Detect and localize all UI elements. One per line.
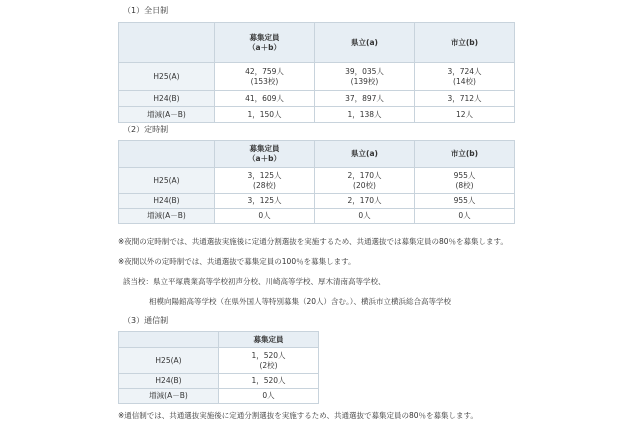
table-row: H25(A) 1，520人 (2校) (119, 348, 319, 374)
row-label: H25(A) (119, 63, 215, 91)
parttime-table (118, 140, 515, 224)
table-row: 増減(A－B) 1，150人 1，138人 12人 (119, 107, 515, 123)
note-correspondence: ※通信制では、共通選抜実施後に定通分割選抜を実施するため、共通選抜で募集定員の80％を募集します。 (118, 411, 478, 420)
row-label: H24(B) (119, 91, 215, 107)
table-row: H24(B) 3，125人 2，170人 955人 (119, 194, 515, 209)
row-label: H24(B) (119, 374, 219, 389)
header-blank (119, 23, 215, 63)
table-row: H24(B) 1，520人 (119, 374, 319, 389)
fulltime-table (118, 22, 515, 123)
table-row: 増減(A－B) 0人 (119, 389, 319, 404)
section-title-parttime: （2）定時制 (123, 125, 169, 134)
note-night-parttime: ※夜間の定時制では、共通選抜実施後に定通分割選抜を実施するため、共通選抜では募集定員の80％を募集します。 (118, 237, 508, 246)
note-applicable-schools-cont: 相模向陽館高等学校（在県外国人等特別募集（20人）含む。）、横浜市立横浜総合高等学校 (149, 297, 452, 306)
header-quota: 募集定員 （a＋b） (215, 141, 315, 168)
table-row: H25(A) 3，125人 (28校) 2，170人 (20校) 955人 (8校) (119, 168, 515, 194)
section-title-fulltime: （1）全日制 (123, 6, 169, 15)
row-label: 増減(A－B) (119, 209, 215, 224)
note-non-night-parttime: ※夜間以外の定時制では、共通選抜で募集定員の100％を募集します。 (118, 257, 356, 266)
header-quota: 募集定員 (219, 332, 319, 348)
row-label: 増減(A－B) (119, 107, 215, 123)
row-label: H25(A) (119, 168, 215, 194)
correspondence-table (118, 331, 319, 404)
table-row: H24(B) 41，609人 37，897人 3，712人 (119, 91, 515, 107)
header-prefectural: 県立(a) (315, 23, 415, 63)
row-label: 増減(A－B) (119, 389, 219, 404)
header-blank (119, 141, 215, 168)
row-label: H24(B) (119, 194, 215, 209)
table-row: 増減(A－B) 0人 0人 0人 (119, 209, 515, 224)
header-municipal: 市立(b) (415, 23, 515, 63)
row-label: H25(A) (119, 348, 219, 374)
header-blank (119, 332, 219, 348)
header-prefectural: 県立(a) (315, 141, 415, 168)
note-applicable-schools: 該当校：県立平塚農業高等学校初声分校、川崎高等学校、厚木清南高等学校、 (123, 277, 386, 286)
table-row: H25(A) 42，759人 (153校) 39，035人 (139校) 3，724人 (14校) (119, 63, 515, 91)
section-title-correspondence: （3）通信制 (123, 316, 169, 325)
header-municipal: 市立(b) (415, 141, 515, 168)
header-quota: 募集定員 （a＋b） (215, 23, 315, 63)
